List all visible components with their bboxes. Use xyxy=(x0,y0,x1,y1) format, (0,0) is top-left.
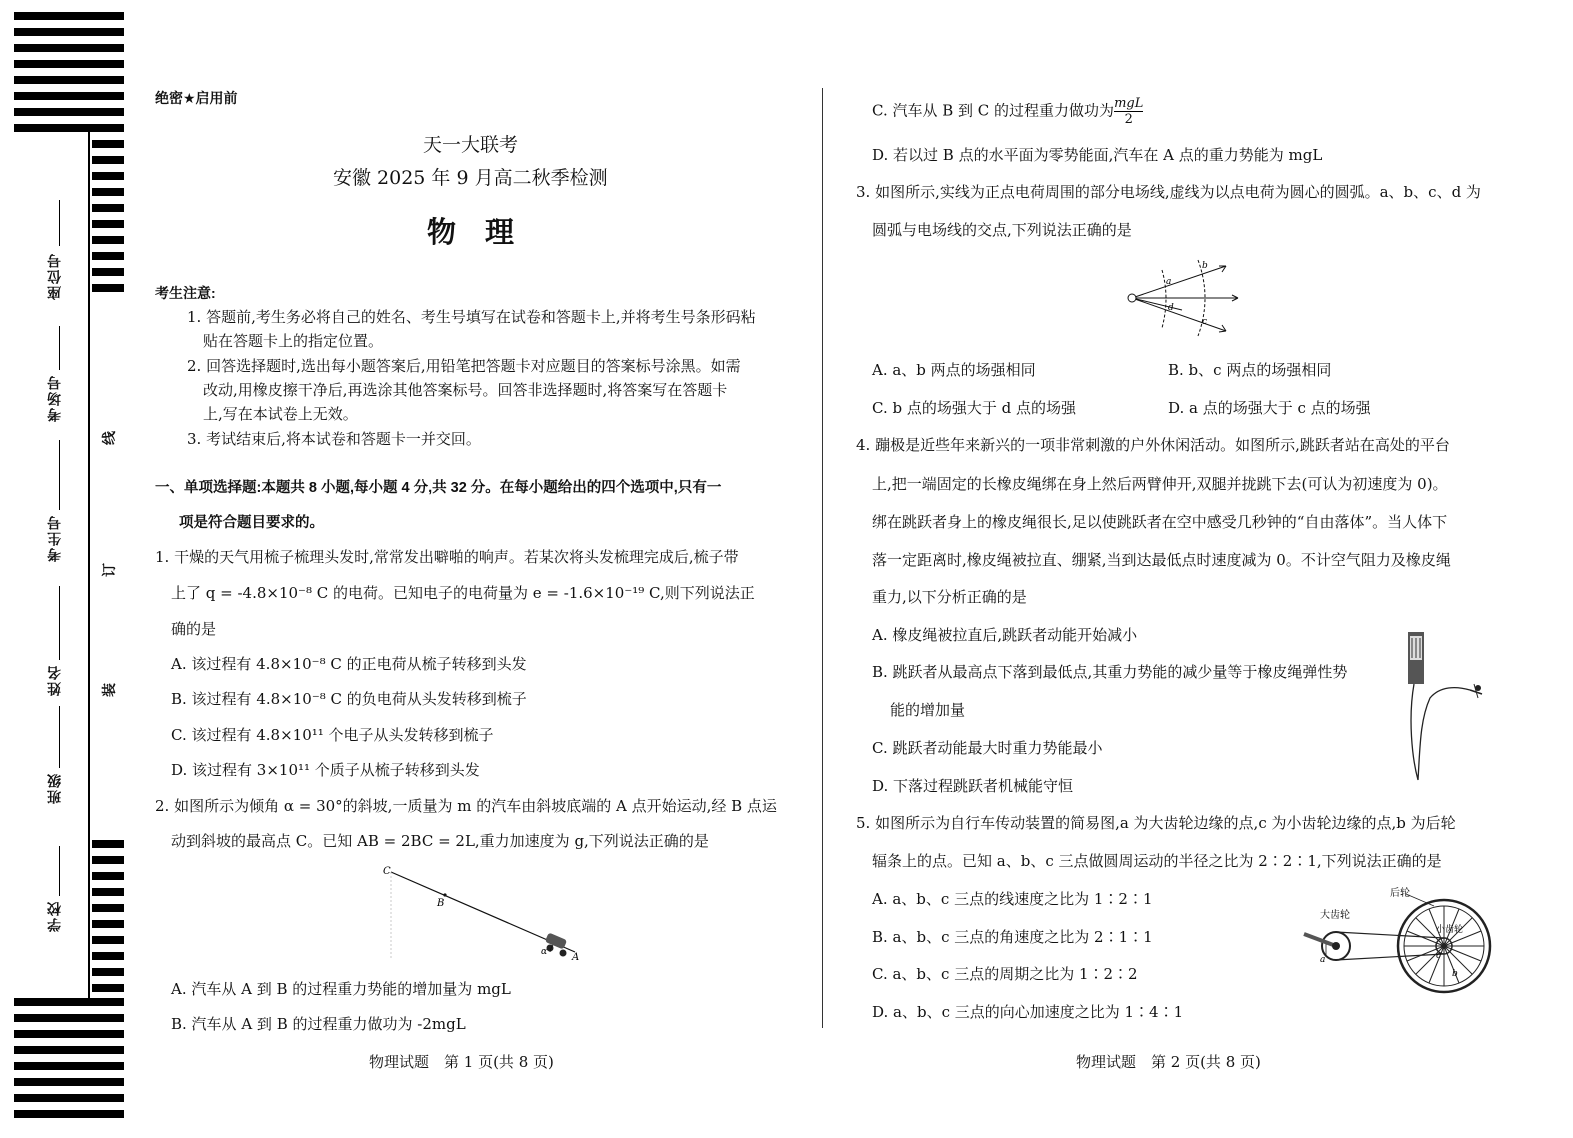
barcode-stripe xyxy=(14,124,124,132)
q1-option-d[interactable]: D. 该过程有 3×10¹¹ 个质子从梳子转移到头发 xyxy=(171,761,480,779)
page-1-footer: 物理试题 第 1 页(共 8 页) xyxy=(369,1053,554,1071)
barcode-stripe xyxy=(92,220,124,228)
point-charge xyxy=(1128,294,1136,302)
barcode-stripe xyxy=(92,236,124,244)
label-a: A xyxy=(572,952,580,963)
barcode-stripe xyxy=(92,872,124,880)
label-d: d xyxy=(1168,303,1174,313)
barcode-stripe xyxy=(92,840,124,848)
barcode-stripe xyxy=(14,28,124,36)
barcode-stripe xyxy=(92,936,124,944)
seat-number-label: 座位号 xyxy=(46,252,62,300)
q3-option-d[interactable]: D. a 点的场强大于 c 点的场强 xyxy=(1168,399,1371,417)
notice-1: 1. 答题前,考生务必将自己的姓名、考生号填写在试卷和答题卡上,并将考生号条形码粘 xyxy=(187,308,756,326)
q1-option-c[interactable]: C. 该过程有 4.8×10¹¹ 个电子从头发转移到梳子 xyxy=(171,726,494,744)
q3-stem-cont: 圆弧与电场线的交点,下列说法正确的是 xyxy=(872,221,1132,239)
barcode-stripe xyxy=(14,44,124,52)
q5-option-a[interactable]: A. a、b、c 三点的线速度之比为 1∶2∶1 xyxy=(872,890,1153,908)
exam-room-label: 考场号 xyxy=(46,374,62,422)
q5-option-d[interactable]: D. a、b、c 三点的向心加速度之比为 1∶4∶1 xyxy=(872,1003,1184,1021)
barcode-stripe xyxy=(92,268,124,276)
exam-room-blank[interactable] xyxy=(59,326,60,370)
q4-stem-cont4: 重力,以下分析正确的是 xyxy=(872,588,1027,606)
secret-mark: 绝密★启用前 xyxy=(155,90,238,106)
barcode-stripe xyxy=(92,968,124,976)
q5-stem-cont: 辐条上的点。已知 a、b、c 三点做圆周运动的半径之比为 2∶2∶1,下列说法正确的是 xyxy=(872,852,1442,870)
q4-option-b[interactable]: B. 跳跃者从最高点下落到最低点,其重力势能的减少量等于橡皮绳弹性势 xyxy=(872,663,1348,681)
q4-option-b-cont: 能的增加量 xyxy=(890,701,966,719)
q4-stem-cont: 上,把一端固定的长橡皮绳绑在身上然后两臂伸开,双腿并拢跳下去(可认为初速度为 0)。 xyxy=(872,475,1448,493)
barcode-stripe xyxy=(92,140,124,148)
barcode-stripe xyxy=(92,188,124,196)
barcode-stripe xyxy=(92,252,124,260)
q1-stem-cont: 上了 q = -4.8×10⁻⁸ C 的电荷。已知电子的电荷量为 e = -1.6×10⁻¹⁹ C,则下列说法正 xyxy=(171,584,755,602)
q1-stem: 1. 干燥的天气用梳子梳理头发时,常常发出噼啪的响声。若某次将头发梳理完成后,梳子带 xyxy=(155,548,739,566)
label-c: c xyxy=(1202,317,1208,327)
q2-option-c-text: C. 汽车从 B 到 C 的过程重力做功为 xyxy=(872,101,1115,120)
q1-option-b[interactable]: B. 该过程有 4.8×10⁻⁸ C 的负电荷从头发转移到梳子 xyxy=(171,690,527,708)
q3-option-a[interactable]: A. a、b 两点的场强相同 xyxy=(872,361,1036,379)
binding-char-xian: 线 xyxy=(102,431,118,445)
exam-title: 安徽 2025 年 9 月高二秋季检测 xyxy=(333,167,608,189)
q5-stem: 5. 如图所示为自行车传动装置的简易图,a 为大齿轮边缘的点,c 为小齿轮边缘的点,b 为后轮 xyxy=(856,814,1456,832)
bungee-cord xyxy=(1411,684,1470,780)
notice-title: 考生注意: xyxy=(155,285,216,301)
q2-option-b[interactable]: B. 汽车从 A 到 B 的过程重力做功为 -2mgL xyxy=(171,1015,466,1033)
notice-3: 3. 考试结束后,将本试卷和答题卡一并交回。 xyxy=(187,430,481,448)
class-blank[interactable] xyxy=(59,706,60,768)
barcode-stripe xyxy=(92,284,124,292)
car-icon xyxy=(545,932,567,956)
page-1 xyxy=(155,0,795,1138)
notice-2: 2. 回答选择题时,选出每小题答案后,用铅笔把答题卡对应题目的答案标号涂黑。如需 xyxy=(187,357,741,375)
notice-2-cont2: 上,写在本试卷上无效。 xyxy=(203,405,358,423)
barcode-stripe xyxy=(92,904,124,912)
q3-option-b[interactable]: B. b、c 两点的场强相同 xyxy=(1168,361,1332,379)
label-a: a xyxy=(1166,277,1172,287)
point-b xyxy=(443,893,446,896)
section-1-heading-cont: 项是符合题目要求的。 xyxy=(179,515,324,531)
q4-stem-cont3: 落一定距离时,橡皮绳被拉直、绷紧,当到达最低点时速度减为 0。不计空气阻力及橡皮绳 xyxy=(872,551,1451,569)
class-label: 班级 xyxy=(46,772,62,804)
field-line xyxy=(1132,266,1226,298)
chain-bottom xyxy=(1336,954,1444,960)
field-line xyxy=(1132,298,1182,310)
q2-option-d[interactable]: D. 若以过 B 点的水平面为零势能面,汽车在 A 点的重力势能为 mgL xyxy=(872,146,1323,164)
q4-option-a[interactable]: A. 橡皮绳被拉直后,跳跃者动能开始减小 xyxy=(872,626,1138,644)
notice-2-cont: 改动,用橡皮擦干净后,再选涂其他答案标号。回答非选择题时,将答案写在答题卡 xyxy=(203,381,728,399)
q4-option-d[interactable]: D. 下落过程跳跃者机械能守恒 xyxy=(872,777,1074,795)
barcode-stripe xyxy=(92,952,124,960)
barcode-stripe xyxy=(92,856,124,864)
label-c: c xyxy=(1436,951,1442,961)
q3-option-c[interactable]: C. b 点的场强大于 d 点的场强 xyxy=(872,399,1076,417)
q3-stem: 3. 如图所示,实线为正点电荷周围的部分电场线,虚线为以点电荷为圆心的圆弧。a、b、c、d 为 xyxy=(856,183,1481,201)
q5-option-b[interactable]: B. a、b、c 三点的角速度之比为 2∶1∶1 xyxy=(872,928,1153,946)
label-b: B xyxy=(437,898,445,909)
student-id-blank[interactable] xyxy=(59,440,60,510)
barcode-stripe xyxy=(92,888,124,896)
name-blank[interactable] xyxy=(59,586,60,660)
notice-1-cont: 贴在答题卡上的指定位置。 xyxy=(203,332,384,350)
binding-char-zhuang: 装 xyxy=(102,683,118,697)
label-a: a xyxy=(1320,955,1326,965)
label-large-gear: 大齿轮 xyxy=(1320,910,1350,921)
label-small-gear: 小齿轮 xyxy=(1436,925,1464,935)
q2-stem: 2. 如图所示为倾角 α = 30°的斜坡,一质量为 m 的汽车由斜坡底端的 A 点开始运动,经 B 点运 xyxy=(155,797,777,815)
barcode-stripe xyxy=(14,60,124,68)
label-b: b xyxy=(1202,261,1208,271)
barcode-stripe xyxy=(14,92,124,100)
q2-stem-cont: 动到斜坡的最高点 C。已知 AB = 2BC = 2L,重力加速度为 g,下列说法正确的是 xyxy=(171,832,709,850)
label-b: b xyxy=(1452,969,1458,979)
barcode-stripe xyxy=(14,1110,124,1118)
student-id-label: 考生号 xyxy=(46,514,62,562)
subject-title: 物 理 xyxy=(427,215,515,249)
name-label: 姓名 xyxy=(46,664,62,696)
q4-stem-cont2: 绑在跳跃者身上的橡皮绳很长,足以使跳跃者在空中感受几秒钟的“自由落体”。当人体下 xyxy=(872,513,1448,531)
fraction-denominator: 2 xyxy=(1124,112,1133,127)
barcode-stripe xyxy=(14,1030,124,1038)
barcode-stripe xyxy=(92,204,124,212)
electric-field-figure xyxy=(1122,256,1252,338)
pedal-crank xyxy=(1304,934,1336,946)
barcode-stripe xyxy=(92,920,124,928)
barcode-stripe xyxy=(14,1094,124,1102)
jumper-icon xyxy=(1470,684,1482,698)
barcode-stripe xyxy=(14,1046,124,1054)
org-title: 天一大联考 xyxy=(423,134,519,156)
q4-stem: 4. 蹦极是近些年来新兴的一项非常刺激的户外休闲活动。如图所示,跳跃者站在高处的平台 xyxy=(856,436,1450,454)
barcode-stripe xyxy=(92,156,124,164)
q1-option-a[interactable]: A. 该过程有 4.8×10⁻⁸ C 的正电荷从梳子转移到头发 xyxy=(171,655,527,673)
fraction-mgl-over-2 xyxy=(1114,96,1143,127)
q5-option-c[interactable]: C. a、b、c 三点的周期之比为 1∶2∶2 xyxy=(872,965,1138,983)
chain-top xyxy=(1336,932,1444,938)
section-1-heading: 一、单项选择题:本题共 8 小题,每小题 4 分,共 32 分。在每小题给出的四个选项中,只有一 xyxy=(155,480,722,496)
page-divider xyxy=(822,88,823,1028)
page-2 xyxy=(856,0,1516,1138)
binding-line xyxy=(88,132,90,998)
barcode-stripe xyxy=(14,1078,124,1086)
bungee-figure xyxy=(1390,628,1490,786)
q2-option-a[interactable]: A. 汽车从 A 到 B 的过程重力势能的增加量为 mgL xyxy=(171,980,511,998)
school-blank[interactable] xyxy=(59,846,60,896)
q2-option-c[interactable] xyxy=(872,96,1143,127)
school-label: 学校 xyxy=(46,900,62,932)
field-line xyxy=(1132,298,1226,331)
label-alpha: α xyxy=(541,947,548,957)
barcode-stripe xyxy=(14,12,124,20)
barcode-stripe xyxy=(14,998,124,1006)
q1-stem-cont2: 确的是 xyxy=(171,620,217,638)
barcode-stripe xyxy=(14,1014,124,1022)
barcode-stripe xyxy=(92,172,124,180)
barcode-stripe xyxy=(14,1062,124,1070)
bicycle-transmission-figure xyxy=(1286,884,1496,994)
seat-number-blank[interactable] xyxy=(59,200,60,246)
barcode-stripe xyxy=(14,76,124,84)
barcode-stripe xyxy=(92,984,124,992)
fraction-numerator: mgL xyxy=(1114,96,1144,111)
label-rear-wheel: 后轮 xyxy=(1390,888,1410,899)
barcode-stripe xyxy=(14,108,124,116)
slope-figure xyxy=(375,860,585,965)
q4-option-c[interactable]: C. 跳跃者动能最大时重力势能最小 xyxy=(872,739,1103,757)
page-2-footer: 物理试题 第 2 页(共 8 页) xyxy=(1076,1053,1261,1071)
binding-char-ding: 订 xyxy=(102,563,118,577)
label-c: C xyxy=(383,866,391,877)
